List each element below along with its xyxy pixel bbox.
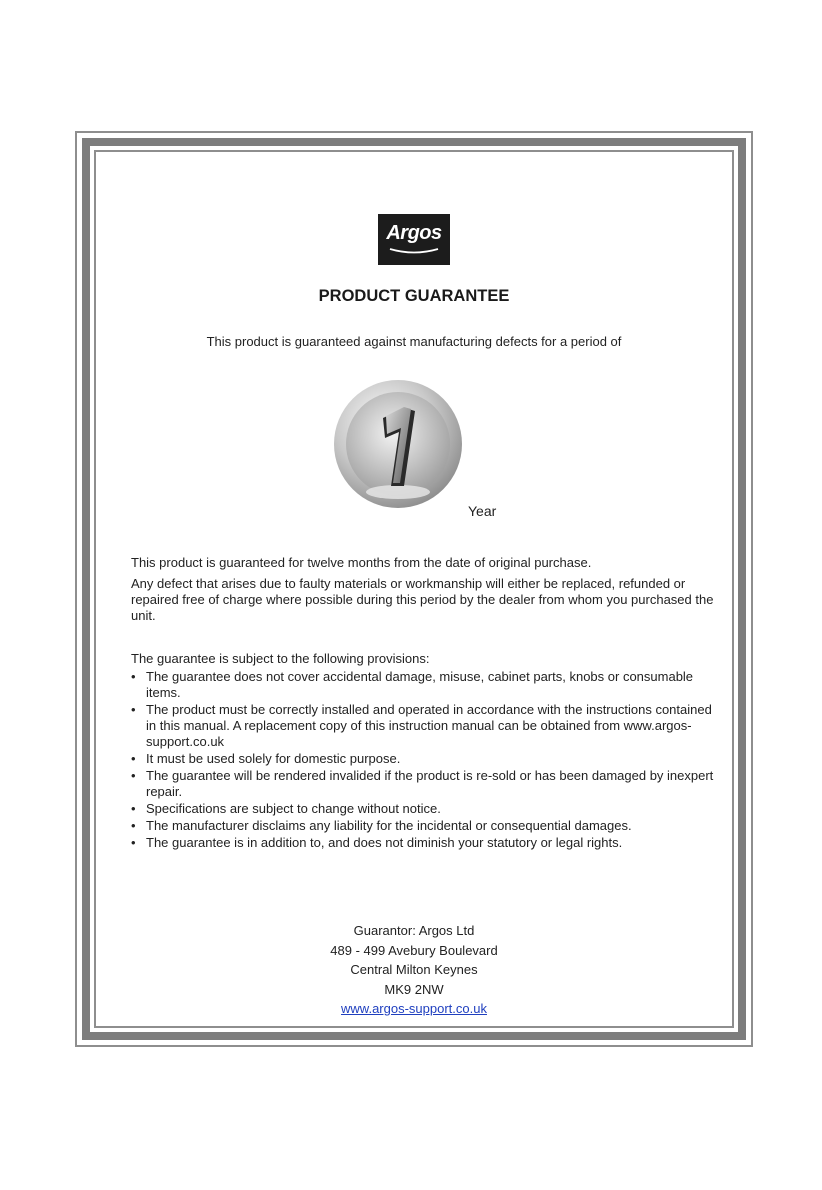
guarantor-address-line1: 489 - 499 Avebury Boulevard [330, 942, 498, 958]
bullet-icon: • [131, 702, 136, 717]
badge-unit-label: Year [468, 503, 497, 519]
guarantee-period-paragraph: This product is guaranteed for twelve months from the date of original purchase. [131, 555, 592, 570]
list-item [131, 801, 721, 817]
list-item [131, 768, 721, 800]
bullet-icon: • [131, 751, 136, 766]
argos-logo [378, 214, 450, 265]
intro-text: This product is guaranteed against manufacturing defects for a period of [206, 334, 622, 349]
guarantor-postcode: MK9 2NW [384, 981, 444, 997]
list-item [131, 669, 721, 701]
provision-text: Specifications are subject to change without notice. [146, 801, 441, 816]
list-item [131, 835, 721, 851]
guarantor-address-line2: Central Milton Keynes [350, 962, 478, 977]
provisions-list [131, 669, 721, 852]
support-website-link[interactable]: www.argos-support.co.uk [341, 1001, 487, 1016]
provisions-intro: The guarantee is subject to the following provisions: [131, 651, 430, 666]
argos-logo-text: Argos [386, 222, 442, 244]
page-title: PRODUCT GUARANTEE [318, 287, 510, 305]
provision-text: The guarantee is in addition to, and does not diminish your statutory or legal rights. [146, 835, 623, 850]
guarantor-name: Guarantor: Argos Ltd [353, 923, 475, 938]
provision-text: The manufacturer disclaims any liability for the incidental or consequential damages. [146, 818, 632, 833]
one-year-badge-icon [331, 380, 465, 514]
guarantor-block [0, 921, 822, 1019]
list-item [131, 818, 721, 834]
list-item [131, 702, 721, 750]
bullet-icon: • [131, 801, 136, 816]
list-item [131, 751, 721, 767]
provision-text: The guarantee does not cover accidental damage, misuse, cabinet parts, knobs or consumable items. [146, 669, 694, 700]
bullet-icon: • [131, 818, 136, 833]
bullet-icon: • [131, 768, 136, 783]
bullet-icon: • [131, 669, 136, 684]
provision-text: The guarantee will be rendered invalided if the product is re-sold or has been damaged by inexpert repair. [146, 768, 714, 799]
defect-policy-paragraph: Any defect that arises due to faulty materials or workmanship will either be replaced, refunded or repaired free of charge where possible during this period by the dealer from whom you purchased the unit. [131, 576, 714, 623]
provision-text: The product must be correctly installed and operated in accordance with the instructions contained in this manual. A replacement copy of this instruction manual can be obtained from www.argos-support.co.uk [146, 702, 712, 749]
provision-text: It must be used solely for domestic purpose. [146, 751, 401, 766]
bullet-icon: • [131, 835, 136, 850]
logo-swoosh-icon [388, 247, 440, 255]
